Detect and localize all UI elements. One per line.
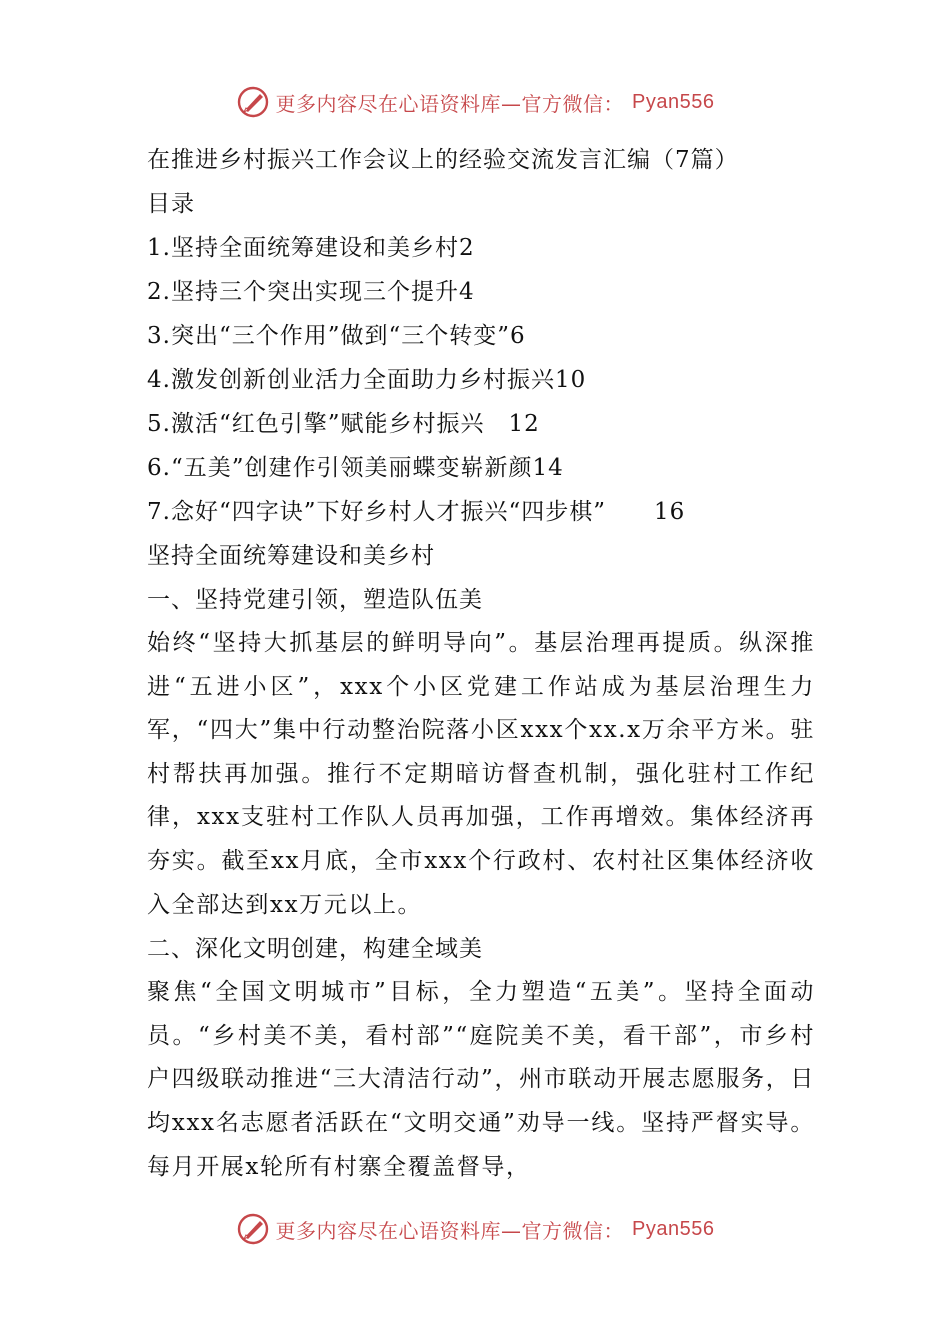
toc-item: 7.念好“四字诀”下好乡村人才振兴“四步棋” 16 bbox=[147, 499, 686, 525]
toc-item: 4.激发创新创业活力全面助力乡村振兴10 bbox=[147, 367, 587, 393]
toc-item: 6.“五美”创建作引领美丽蝶变崭新颜14 bbox=[147, 455, 564, 481]
footer-watermark bbox=[0, 1209, 950, 1249]
toc-item: 3.突出“三个作用”做到“三个转变”6 bbox=[147, 323, 526, 349]
section-heading: 二、深化文明创建，构建全域美 bbox=[147, 936, 483, 963]
watermark-text: 更多内容尽在心语资料库—官方微信： bbox=[275, 1218, 625, 1243]
toc-heading: 目录 bbox=[147, 191, 195, 217]
section-paragraph: 始终“坚持大抓基层的鲜明导向”。基层治理再提质。纵深推进“五进小区”，xxx个小区党建工作站成为基层治理生力军，“四大”集中行动整治院落小区xxx个xx.x万余平方米。驻村帮扶再加强。推行不定期暗访督查机制，强化驻村工作纪律，xxx支驻村工作队人员再加强，工作再增效。集体经济再夯实。截至xx月底，全市xxx个行政村、农村社区集体经济收入全部达到xx万元以上。 bbox=[147, 630, 815, 918]
toc-item: 1.坚持全面统筹建设和美乡村2 bbox=[147, 235, 475, 261]
section-paragraph: 聚焦“全国文明城市”目标，全力塑造“五美”。坚持全面动员。“乡村美不美，看村部”“庭院美不美，看干部”，市乡村户四级联动推进“三大清洁行动”，州市联动开展志愿服务，日均xxx名志愿者活跃在“文明交通”劝导一线。坚持严督实导。每月开展x轮所有村寨全覆盖督导， bbox=[147, 979, 815, 1180]
watermark-wechat-id: Pyan556 bbox=[632, 90, 715, 113]
toc-item: 2.坚持三个突出实现三个提升4 bbox=[147, 279, 475, 305]
section-heading: 一、坚持党建引领，塑造队伍美 bbox=[147, 587, 483, 613]
document-body bbox=[147, 138, 815, 1189]
pen-logo-icon bbox=[236, 1212, 270, 1246]
article-title: 坚持全面统筹建设和美乡村 bbox=[147, 543, 435, 569]
header-watermark bbox=[0, 82, 950, 122]
watermark-text: 更多内容尽在心语资料库—官方微信： bbox=[275, 91, 625, 116]
watermark-wechat-id: Pyan556 bbox=[632, 1217, 715, 1240]
pen-logo-icon bbox=[236, 85, 270, 119]
toc-item: 5.激活“红色引擎”赋能乡村振兴 12 bbox=[147, 411, 540, 437]
document-title: 在推进乡村振兴工作会议上的经验交流发言汇编（7篇） bbox=[147, 147, 739, 173]
